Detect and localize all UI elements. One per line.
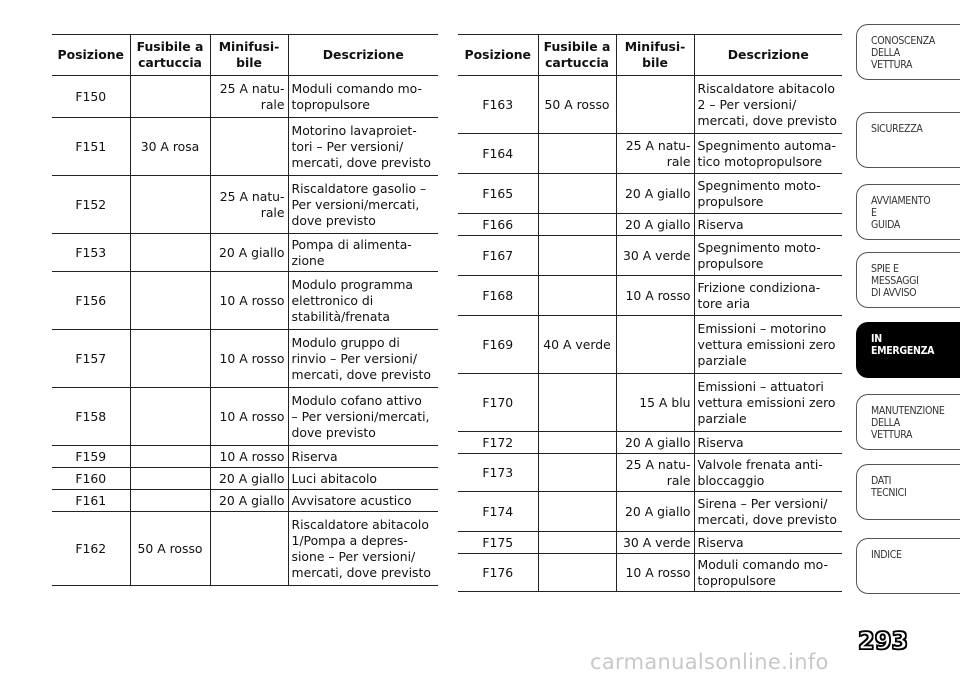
cartridge-fuse-cell [538,276,616,316]
cartridge-fuse-cell [130,446,210,468]
cartridge-fuse-cell: 30 A rosa [130,118,210,176]
table-row [52,446,438,468]
description-cell: Spegnimento automa- tico motopropulsore [694,134,842,174]
description-cell: Spegnimento moto- propulsore [694,236,842,276]
header-description: Descrizione [694,35,842,76]
minifuse-cell: 25 A natu- rale [210,76,288,118]
table-row [458,214,842,236]
table-row [458,492,842,532]
cartridge-fuse-cell [538,432,616,454]
position-cell: F175 [458,532,538,554]
minifuse-cell: 10 A rosso [210,388,288,446]
watermark: carmanualsonline.info [590,650,829,674]
header-minifuse: Minifusi- bile [616,35,694,76]
minifuse-cell: 20 A giallo [210,234,288,272]
position-cell: F152 [52,176,130,234]
fuse-table-left [52,34,438,586]
fuse-table-right [458,34,842,592]
position-cell: F167 [458,236,538,276]
table-row [458,76,842,134]
minifuse-cell: 20 A giallo [616,214,694,236]
description-cell: Moduli comando mo- topropulsore [694,554,842,592]
table-row [458,432,842,454]
table-row [52,490,438,512]
position-cell: F176 [458,554,538,592]
position-cell: F168 [458,276,538,316]
position-cell: F170 [458,374,538,432]
minifuse-cell [210,512,288,586]
minifuse-cell: 20 A giallo [616,432,694,454]
minifuse-cell [616,316,694,374]
description-cell: Riserva [694,532,842,554]
position-cell: F172 [458,432,538,454]
position-cell: F162 [52,512,130,586]
cartridge-fuse-cell [538,134,616,174]
cartridge-fuse-cell [130,76,210,118]
position-cell: F161 [52,490,130,512]
table-row [458,532,842,554]
table-row [458,276,842,316]
cartridge-fuse-cell [538,532,616,554]
table-row [458,134,842,174]
header-cartridge-fuse: Fusibile a cartuccia [538,35,616,76]
position-cell: F165 [458,174,538,214]
cartridge-fuse-cell [538,174,616,214]
header-cartridge-fuse: Fusibile a cartuccia [130,35,210,76]
minifuse-cell: 10 A rosso [210,330,288,388]
description-cell: Frizione condiziona- tore aria [694,276,842,316]
position-cell: F159 [52,446,130,468]
description-cell: Modulo gruppo di rinvio – Per versioni/ mercati, dove previsto [288,330,438,388]
chapter-tab[interactable]: SPIE E MESSAGGI DI AVVISO [856,252,960,308]
cartridge-fuse-cell [538,492,616,532]
table-row [52,512,438,586]
description-cell: Pompa di alimenta- zione [288,234,438,272]
header-minifuse: Minifusi- bile [210,35,288,76]
table-row [458,174,842,214]
description-cell: Modulo programma elettronico di stabilità/frenata [288,272,438,330]
description-cell: Riserva [694,214,842,236]
cartridge-fuse-cell [130,490,210,512]
description-cell: Riserva [694,432,842,454]
cartridge-fuse-cell: 40 A verde [538,316,616,374]
minifuse-cell: 10 A rosso [210,272,288,330]
chapter-tab[interactable]: DATI TECNICI [856,464,960,520]
position-cell: F173 [458,454,538,492]
description-cell: Spegnimento moto- propulsore [694,174,842,214]
table-row [52,234,438,272]
minifuse-cell: 30 A verde [616,236,694,276]
position-cell: F166 [458,214,538,236]
table-row [458,554,842,592]
chapter-tab[interactable]: CONOSCENZA DELLA VETTURA [856,24,960,80]
chapter-tab[interactable]: INDICE [856,538,960,594]
cartridge-fuse-cell [130,272,210,330]
description-cell: Riscaldatore gasolio – Per versioni/mercati, dove previsto [288,176,438,234]
cartridge-fuse-cell [538,236,616,276]
chapter-tab[interactable]: IN EMERGENZA [856,322,960,378]
page-number: 293 [858,627,909,655]
minifuse-cell: 30 A verde [616,532,694,554]
description-cell: Motorino lavaproiet- tori – Per versioni/ mercati, dove previsto [288,118,438,176]
minifuse-cell [210,118,288,176]
cartridge-fuse-cell [130,176,210,234]
minifuse-cell: 20 A giallo [210,468,288,490]
description-cell: Sirena – Per versioni/ mercati, dove previsto [694,492,842,532]
cartridge-fuse-cell [538,214,616,236]
cartridge-fuse-cell [130,234,210,272]
position-cell: F150 [52,76,130,118]
position-cell: F157 [52,330,130,388]
description-cell: Avvisatore acustico [288,490,438,512]
header-position: Posizione [458,35,538,76]
chapter-tab[interactable]: MANUTENZIONE DELLA VETTURA [856,394,960,450]
minifuse-cell: 20 A giallo [616,174,694,214]
cartridge-fuse-cell [538,454,616,492]
table-row [458,236,842,276]
minifuse-cell: 10 A rosso [616,276,694,316]
table-row [52,330,438,388]
minifuse-cell: 25 A natu- rale [616,454,694,492]
table-row [52,468,438,490]
table-row [458,454,842,492]
position-cell: F174 [458,492,538,532]
cartridge-fuse-cell: 50 A rosso [538,76,616,134]
minifuse-cell: 25 A natu- rale [210,176,288,234]
minifuse-cell: 20 A giallo [616,492,694,532]
cartridge-fuse-cell [538,554,616,592]
description-cell: Luci abitacolo [288,468,438,490]
description-cell: Riserva [288,446,438,468]
description-cell: Modulo cofano attivo – Per versioni/mercati, dove previsto [288,388,438,446]
position-cell: F158 [52,388,130,446]
description-cell: Riscaldatore abitacolo 1/Pompa a depres- sione – Per versioni/ mercati, dove previsto [288,512,438,586]
position-cell: F153 [52,234,130,272]
position-cell: F169 [458,316,538,374]
table-row [52,176,438,234]
table-row [52,272,438,330]
description-cell: Emissioni – motorino vettura emissioni zero parziale [694,316,842,374]
chapter-tab[interactable]: SICUREZZA [856,112,960,168]
header-position: Posizione [52,35,130,76]
cartridge-fuse-cell: 50 A rosso [130,512,210,586]
table-row [458,316,842,374]
position-cell: F156 [52,272,130,330]
minifuse-cell: 10 A rosso [210,446,288,468]
position-cell: F160 [52,468,130,490]
table-row [458,374,842,432]
cartridge-fuse-cell [130,468,210,490]
chapter-tab[interactable]: AVVIAMENTO E GUIDA [856,184,960,240]
minifuse-cell [616,76,694,134]
position-cell: F164 [458,134,538,174]
cartridge-fuse-cell [538,374,616,432]
cartridge-fuse-cell [130,388,210,446]
table-row [52,76,438,118]
table-header [52,35,438,76]
table-row [52,388,438,446]
table-row [52,118,438,176]
header-description: Descrizione [288,35,438,76]
description-cell: Emissioni – attuatori vettura emissioni zero parziale [694,374,842,432]
position-cell: F163 [458,76,538,134]
minifuse-cell: 25 A natu- rale [616,134,694,174]
minifuse-cell: 20 A giallo [210,490,288,512]
description-cell: Valvole frenata anti- bloccaggio [694,454,842,492]
position-cell: F151 [52,118,130,176]
minifuse-cell: 10 A rosso [616,554,694,592]
minifuse-cell: 15 A blu [616,374,694,432]
cartridge-fuse-cell [130,330,210,388]
table-header [458,35,842,76]
description-cell: Moduli comando mo- topropulsore [288,76,438,118]
description-cell: Riscaldatore abitacolo 2 – Per versioni/ mercati, dove previsto [694,76,842,134]
